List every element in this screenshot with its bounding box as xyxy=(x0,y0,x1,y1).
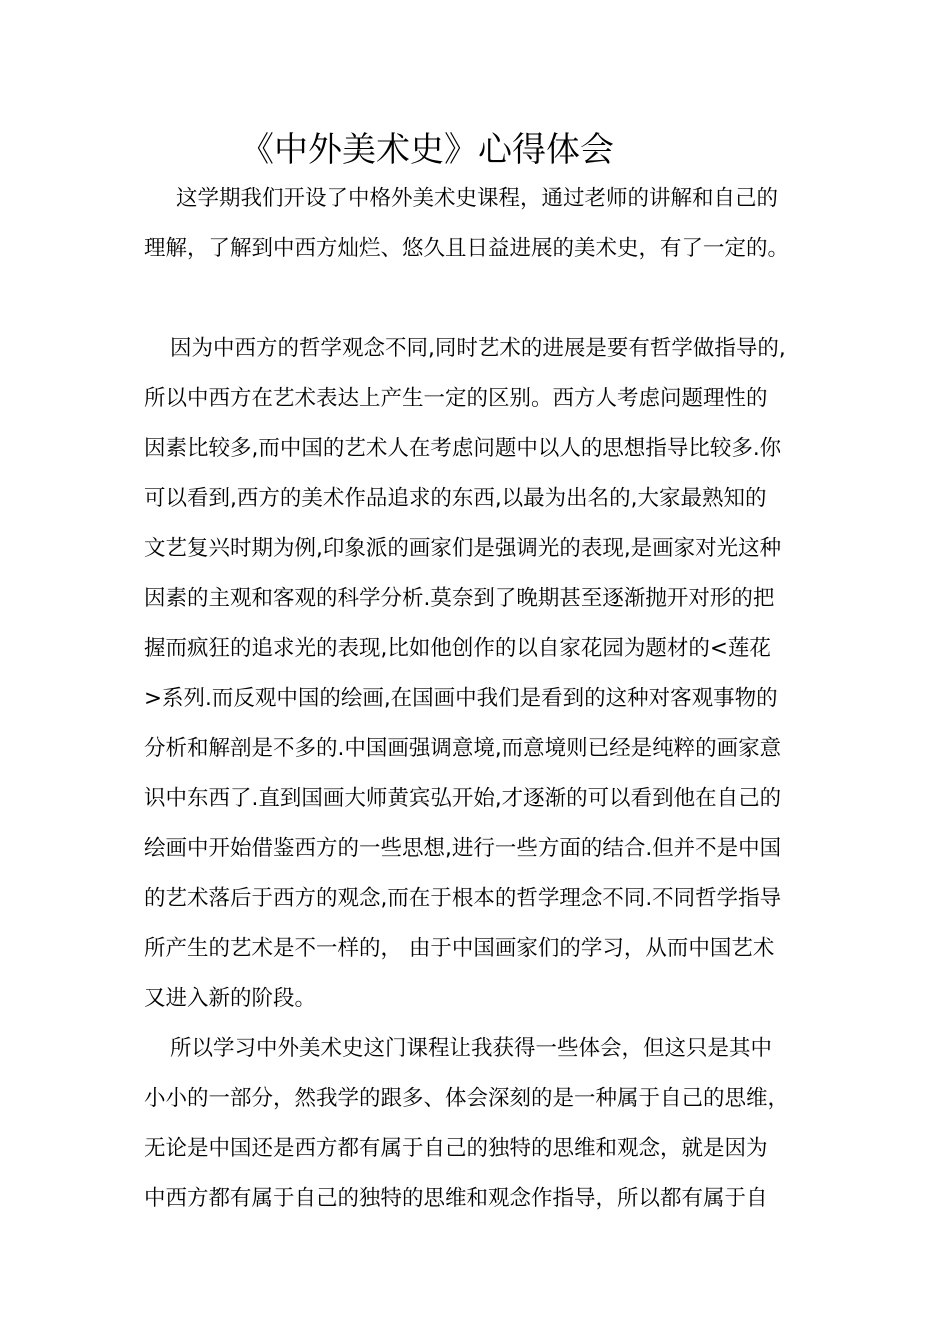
text-line: 所以中西方在艺术表达上产生一定的区别。西方人考虑问题理性的 xyxy=(144,386,768,411)
document-title: 《中外美术史》心得体会 xyxy=(240,130,614,170)
text-line: 分析和解剖是不多的.中国画强调意境,而意境则已经是纯粹的画家意 xyxy=(144,736,782,761)
text-line: 这学期我们开设了中格外美术史课程，通过老师的讲解和自己的 xyxy=(176,186,779,211)
text-line: 文艺复兴时期为例,印象派的画家们是强调光的表现,是画家对光这种 xyxy=(144,536,782,561)
text-line: 绘画中开始借鉴西方的一些思想,进行一些方面的结合.但并不是中国 xyxy=(144,836,782,861)
text-line: 无论是中国还是西方都有属于自己的独特的思维和观念，就是因为 xyxy=(144,1136,768,1161)
text-line: 所以学习中外美术史这门课程让我获得一些体会，但这只是其中 xyxy=(170,1036,773,1061)
text-line: 握而疯狂的追求光的表现,比如他创作的以自家花园为题材的<莲花 xyxy=(144,636,771,661)
text-line: >系列.而反观中国的绘画,在国画中我们是看到的这种对客观事物的 xyxy=(144,686,778,711)
text-line: 所产生的艺术是不一样的， 由于中国画家们的学习，从而中国艺术 xyxy=(144,936,775,961)
text-line: 可以看到,西方的美术作品追求的东西,以最为出名的,大家最熟知的 xyxy=(144,486,767,511)
text-line: 小小的一部分，然我学的跟多、体会深刻的是一种属于自己的思维， xyxy=(144,1086,790,1111)
text-line: 中西方都有属于自己的独特的思维和观念作指导，所以都有属于自 xyxy=(144,1186,768,1211)
text-line: 又进入新的阶段。 xyxy=(144,986,317,1011)
text-line: 理解，了解到中西方灿烂、悠久且日益进展的美术史，有了一定的。 xyxy=(144,236,790,261)
text-line: 因素的主观和客观的科学分析.莫奈到了晚期甚至逐渐抛开对形的把 xyxy=(144,586,775,611)
text-line: 的艺术落后于西方的观念,而在于根本的哲学理念不同.不同哲学指导 xyxy=(144,886,782,911)
text-line: 因为中西方的哲学观念不同,同时艺术的进展是要有哲学做指导的, xyxy=(170,336,786,361)
text-line: 因素比较多,而中国的艺术人在考虑问题中以人的思想指导比较多.你 xyxy=(144,436,782,461)
text-line: 识中东西了.直到国画大师黄宾弘开始,才逐渐的可以看到他在自己的 xyxy=(144,786,782,811)
